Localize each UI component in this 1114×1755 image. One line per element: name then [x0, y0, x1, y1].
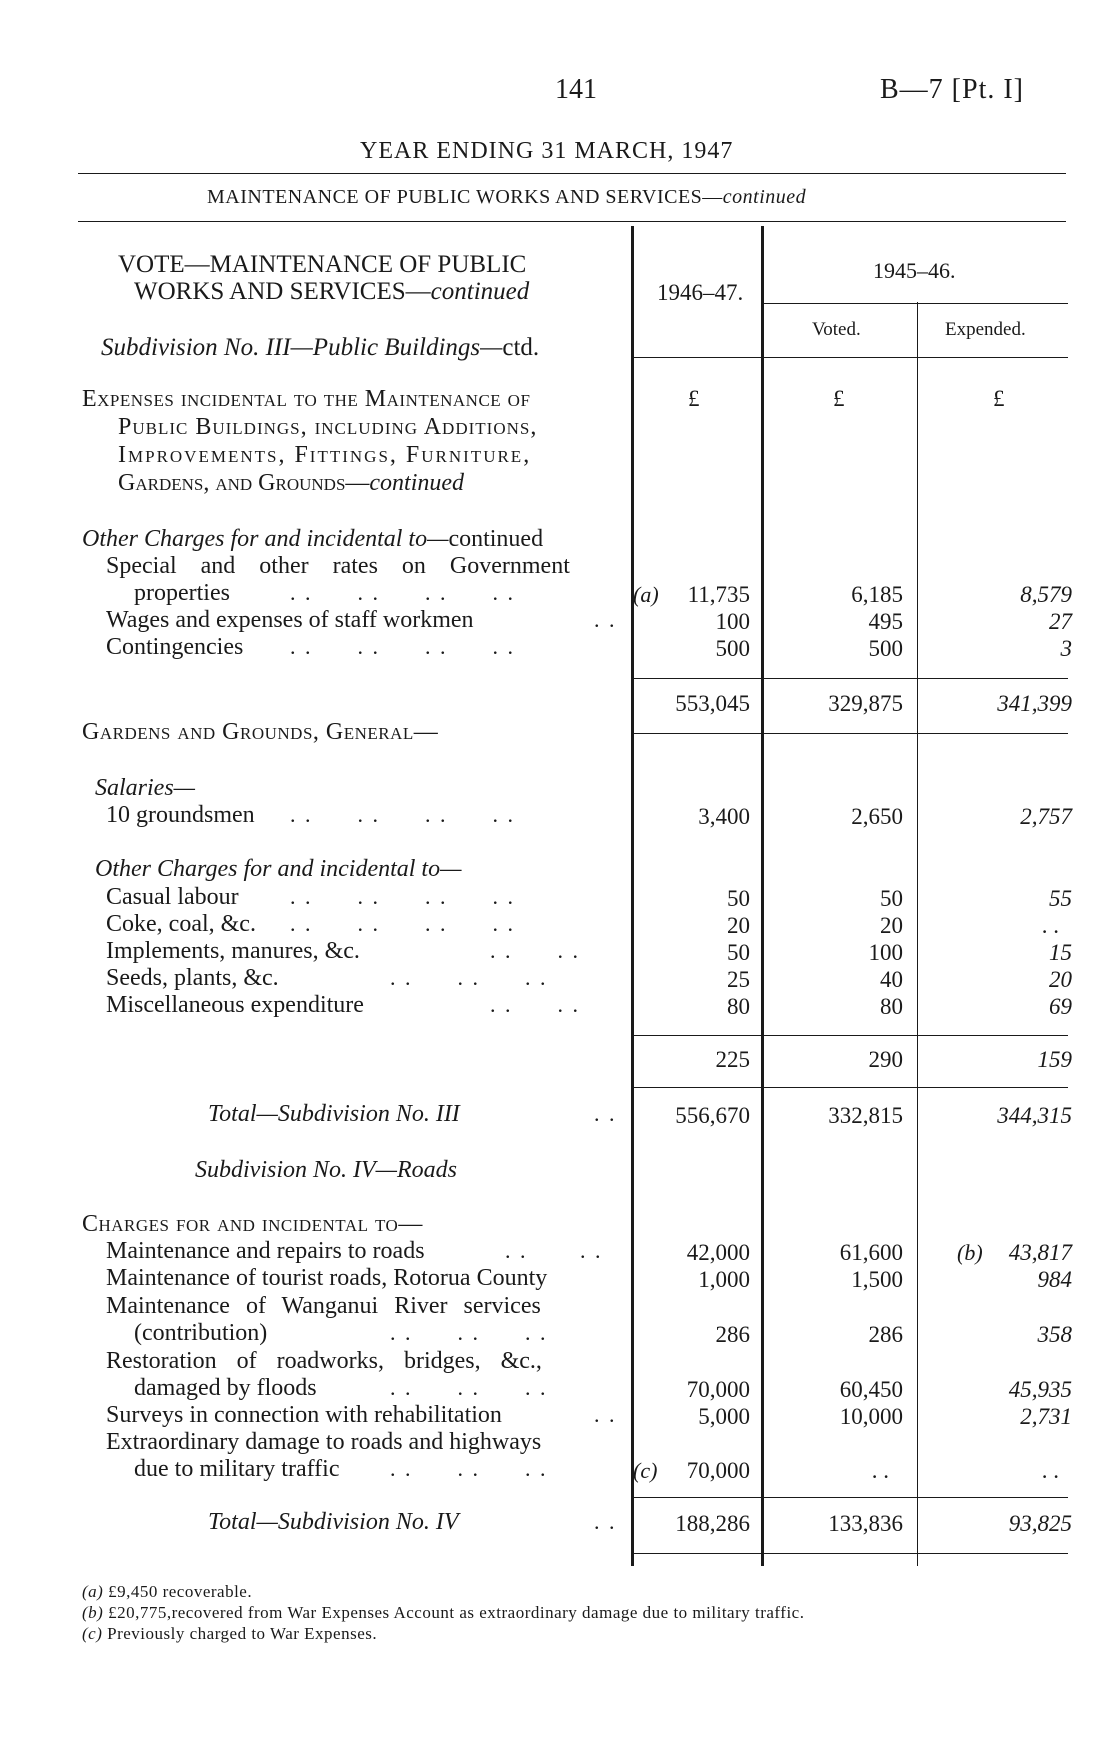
expenses-heading-line1: Expenses incidental to the Maintenance of	[82, 386, 531, 412]
road-maintenance-label: Maintenance and repairs to roads	[106, 1238, 425, 1264]
leader-dots: . .	[594, 1402, 617, 1427]
casual-labour-label: Casual labour	[106, 884, 239, 910]
leader-dots: . . . . . . . .	[290, 580, 515, 605]
leader-dots: . .	[594, 1101, 617, 1126]
flood-restoration-1946: 70,000	[686, 1377, 750, 1402]
leader-dots: . . . .	[490, 992, 580, 1017]
other-charges-heading-text: Other Charges for and incidental to—	[82, 526, 449, 552]
gardens-heading: Gardens and Grounds, General—	[82, 719, 439, 745]
leader-dots: . . . . . .	[390, 965, 548, 990]
groundsmen-label: 10 groundsmen	[106, 802, 255, 828]
other-charges-heading-continued: continued	[448, 526, 544, 552]
currency-expended: £	[993, 386, 1005, 411]
footnote-c-text: Previously charged to War Expenses.	[107, 1624, 378, 1643]
military-damage-expended: . .	[1041, 1458, 1059, 1483]
header-rule-bottom	[633, 357, 1068, 358]
total-iv-rule-bottom	[633, 1553, 1068, 1554]
other-charges-subtotal-voted: 329,875	[828, 691, 903, 716]
casual-labour-1946: 50	[727, 886, 750, 911]
surveys-expended: 2,731	[1020, 1404, 1072, 1429]
total-iv-rule-top	[633, 1497, 1068, 1498]
gardens-subtotal-1946: 225	[715, 1047, 750, 1072]
other-charges-heading	[82, 526, 543, 553]
other-charges-subtotal-expended: 341,399	[997, 691, 1072, 716]
gardens-subtotal-voted: 290	[868, 1047, 903, 1072]
gardens-other-charges-heading: Other Charges for and incidental to—	[95, 856, 462, 882]
surveys-voted: 10,000	[839, 1404, 903, 1429]
leader-dots: . . . . . . . .	[290, 911, 515, 936]
tourist-roads-expended: 984	[1037, 1267, 1072, 1292]
footnote-marker-b: (b)	[957, 1240, 983, 1265]
column-header-1945-46: 1945–46.	[873, 258, 956, 283]
special-rates-label-line1: Special and other rates on Government	[106, 553, 570, 579]
military-damage-voted: . .	[871, 1458, 889, 1483]
leader-dots: . . . . . .	[390, 1375, 548, 1400]
other-charges-subtotal-1946: 553,045	[675, 691, 750, 716]
leader-dots: . . . . . . . .	[290, 802, 515, 827]
wages-label: Wages and expenses of staff workmen	[106, 607, 474, 633]
seeds-plants-1946: 25	[727, 967, 750, 992]
tourist-roads-voted: 1,500	[851, 1267, 903, 1292]
column-divider-mid	[761, 226, 764, 1566]
column-divider-voted-expended	[917, 302, 918, 1566]
miscellaneous-expended: 69	[1049, 994, 1072, 1019]
section-subtitle-main: MAINTENANCE OF PUBLIC WORKS AND SERVICES—	[207, 186, 723, 208]
subdivision-iii-text: Subdivision No. III—Public Buildings—	[101, 334, 503, 361]
leader-dots: . .	[594, 607, 617, 632]
seeds-plants-voted: 40	[880, 967, 903, 992]
military-damage-label-line2: due to military traffic	[134, 1456, 340, 1482]
military-damage-label-line1: Extraordinary damage to roads and highways	[106, 1429, 542, 1455]
total-iv-expended: 93,825	[1008, 1511, 1072, 1536]
total-iv-1946: 188,286	[675, 1511, 750, 1536]
column-divider-left	[631, 226, 634, 1566]
leader-dots: . . . . . . . .	[290, 884, 515, 909]
page-number: 141	[555, 74, 597, 105]
groundsmen-1946: 3,400	[698, 804, 750, 829]
subtitle-rule	[78, 221, 1066, 222]
vote-title-line2-continued: continued	[430, 278, 530, 305]
leader-dots: . . . . . . . .	[290, 634, 515, 659]
currency-1946: £	[688, 386, 700, 411]
flood-restoration-voted: 60,450	[839, 1377, 903, 1402]
leader-dots: . . . .	[505, 1238, 603, 1263]
wanganui-river-expended: 358	[1037, 1322, 1072, 1347]
implements-1946: 50	[727, 940, 750, 965]
groundsmen-expended: 2,757	[1020, 804, 1072, 829]
casual-labour-expended: 55	[1049, 886, 1072, 911]
wages-expended: 27	[1049, 609, 1072, 634]
footnote-a	[82, 1582, 252, 1602]
surveys-1946: 5,000	[698, 1404, 750, 1429]
total-subdivision-iv-label: Total—Subdivision No. IV	[208, 1509, 459, 1535]
footnote-b	[82, 1603, 804, 1623]
implements-label: Implements, manures, &c.	[106, 938, 360, 964]
special-rates-1946: 11,735	[687, 582, 750, 607]
seeds-plants-label: Seeds, plants, &c.	[106, 965, 279, 991]
flood-restoration-label-line1: Restoration of roadworks, bridges, &c.,	[106, 1348, 542, 1374]
contingencies-expended: 3	[1060, 636, 1072, 661]
coke-coal-expended: . .	[1041, 913, 1059, 938]
section-subtitle-continued: continued	[722, 186, 807, 208]
subdivision-iii-ctd: ctd.	[502, 334, 540, 361]
document-reference: B—7 [Pt. I]	[880, 74, 1024, 105]
footnote-b-mark: (b)	[82, 1603, 104, 1622]
leader-dots: . . . .	[490, 938, 580, 963]
footnote-c	[82, 1624, 377, 1644]
title-rule	[78, 173, 1066, 174]
road-maintenance-expended: 43,817	[1008, 1240, 1072, 1265]
leader-dots: . .	[594, 1509, 617, 1534]
page-title: YEAR ENDING 31 MARCH, 1947	[360, 138, 734, 164]
subtotal-rule-bottom	[633, 733, 1068, 734]
currency-voted: £	[833, 386, 845, 411]
total-subdivision-iii-label: Total—Subdivision No. III	[208, 1101, 460, 1127]
header-rule-1945	[763, 303, 1068, 304]
groundsmen-voted: 2,650	[851, 804, 903, 829]
tourist-roads-1946: 1,000	[698, 1267, 750, 1292]
wages-1946: 100	[715, 609, 750, 634]
footnote-marker-c: (c)	[633, 1458, 658, 1483]
expenses-heading-line3: Improvements, Fittings, Furniture,	[118, 442, 532, 468]
footnote-b-text: £20,775,recovered from War Expenses Account as extraordinary damage due to military traffic.	[108, 1603, 805, 1622]
contingencies-label: Contingencies	[106, 634, 244, 660]
footnote-marker-a: (a)	[633, 582, 659, 607]
wanganui-river-1946: 286	[715, 1322, 750, 1347]
expenses-heading-line4-text: Gardens, and Grounds—	[118, 470, 370, 496]
expenses-heading-line2: Public Buildings, including Additions,	[118, 414, 538, 440]
total-iv-voted: 133,836	[828, 1511, 903, 1536]
wanganui-river-label-line2: (contribution)	[134, 1320, 268, 1346]
gardens-subtotal-expended: 159	[1037, 1047, 1072, 1072]
military-damage-1946: 70,000	[686, 1458, 750, 1483]
wanganui-river-label-line1: Maintenance of Wanganui River services	[106, 1293, 541, 1319]
implements-voted: 100	[868, 940, 903, 965]
miscellaneous-1946: 80	[727, 994, 750, 1019]
coke-coal-1946: 20	[727, 913, 750, 938]
section-subtitle	[207, 186, 806, 209]
casual-labour-voted: 50	[880, 886, 903, 911]
column-header-1946-47: 1946–47.	[657, 280, 744, 305]
salaries-heading: Salaries—	[95, 775, 196, 801]
road-maintenance-voted: 61,600	[839, 1240, 903, 1265]
special-rates-expended: 8,579	[1020, 582, 1072, 607]
flood-restoration-label-line2: damaged by floods	[134, 1375, 317, 1401]
column-header-voted: Voted.	[812, 319, 861, 340]
special-rates-label-line2: properties	[134, 580, 230, 606]
wanganui-river-voted: 286	[868, 1322, 903, 1347]
tourist-roads-label: Maintenance of tourist roads, Rotorua County	[106, 1265, 548, 1291]
column-header-expended: Expended.	[945, 319, 1026, 340]
total-iii-voted: 332,815	[828, 1103, 903, 1128]
gardens-subtotal-rule-bottom	[633, 1087, 1068, 1088]
leader-dots: . . . . . .	[390, 1320, 548, 1345]
subdivision-iv-heading: Subdivision No. IV—Roads	[195, 1157, 457, 1183]
wages-voted: 495	[868, 609, 903, 634]
road-maintenance-1946: 42,000	[686, 1240, 750, 1265]
footnote-a-text: £9,450 recoverable.	[108, 1582, 253, 1601]
expenses-heading-line4	[118, 470, 464, 497]
contingencies-1946: 500	[715, 636, 750, 661]
vote-title-line2-text: WORKS AND SERVICES—	[134, 278, 431, 305]
footnote-c-mark: (c)	[82, 1624, 103, 1643]
coke-coal-voted: 20	[880, 913, 903, 938]
special-rates-voted: 6,185	[851, 582, 903, 607]
footnote-a-mark: (a)	[82, 1582, 104, 1601]
vote-title-line2	[134, 278, 529, 306]
roads-charges-heading: Charges for and incidental to—	[82, 1211, 423, 1237]
implements-expended: 15	[1049, 940, 1072, 965]
subdivision-iii-heading	[101, 334, 539, 362]
miscellaneous-label: Miscellaneous expenditure	[106, 992, 364, 1018]
expenses-heading-line4-continued: continued	[369, 470, 465, 496]
gardens-subtotal-rule-top	[633, 1035, 1068, 1036]
miscellaneous-voted: 80	[880, 994, 903, 1019]
coke-coal-label: Coke, coal, &c.	[106, 911, 256, 937]
seeds-plants-expended: 20	[1049, 967, 1072, 992]
flood-restoration-expended: 45,935	[1008, 1377, 1072, 1402]
surveys-label: Surveys in connection with rehabilitation	[106, 1402, 502, 1428]
leader-dots: . . . . . .	[390, 1456, 548, 1481]
contingencies-voted: 500	[868, 636, 903, 661]
subtotal-rule-top	[633, 678, 1068, 679]
vote-title-line1: VOTE—MAINTENANCE OF PUBLIC	[118, 251, 527, 278]
total-iii-1946: 556,670	[675, 1103, 750, 1128]
total-iii-expended: 344,315	[997, 1103, 1072, 1128]
